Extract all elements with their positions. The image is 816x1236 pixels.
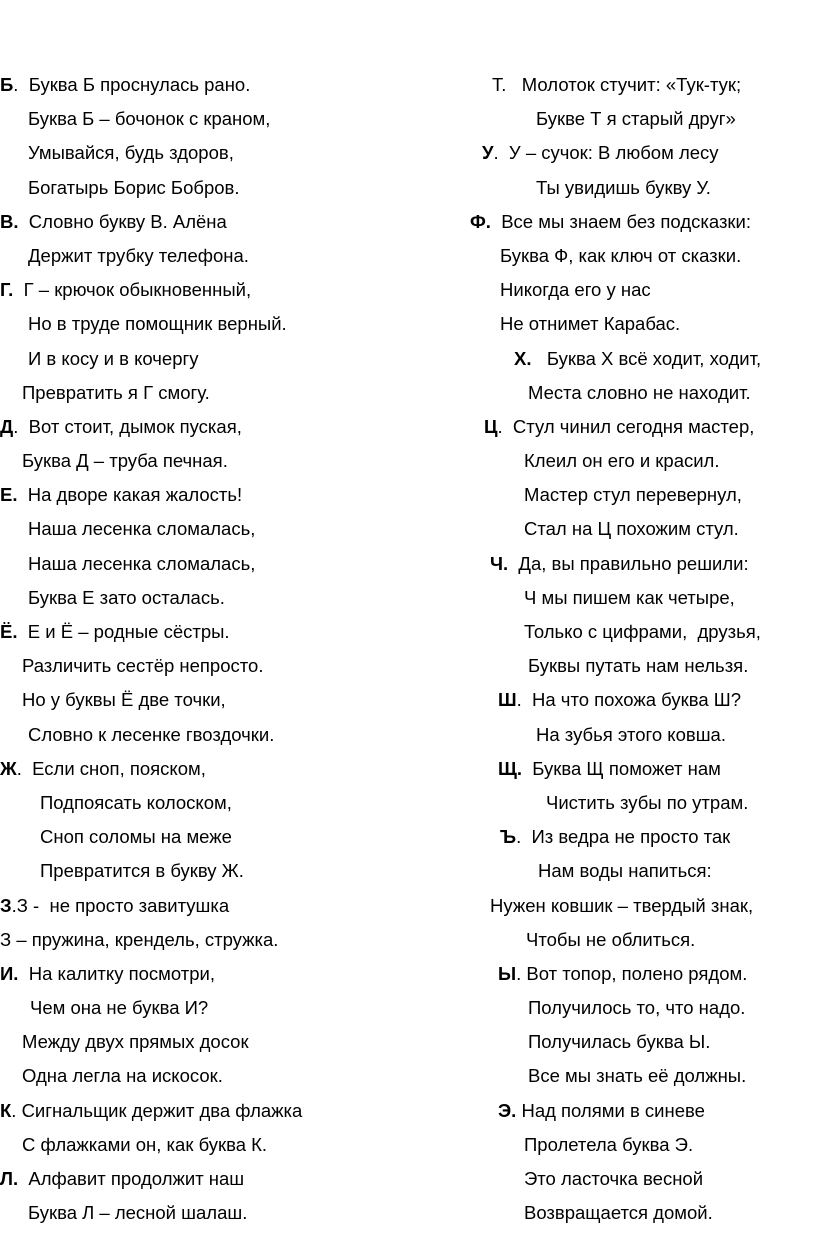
poem-line [0, 376, 420, 410]
poem-line-text: Буква Л – лесной шалаш. [28, 1202, 248, 1224]
letter-heading: У [482, 142, 494, 164]
poem-line [470, 718, 816, 752]
poem-line-text: Буква Б – бочонок с краном, [28, 108, 271, 130]
letter-heading: В. [0, 210, 19, 232]
letter-heading: Г. [0, 279, 14, 301]
poem-line-text: Наша лесенка сломалась, [28, 518, 256, 540]
poem-line [0, 102, 420, 136]
poem-line-text: Получилась буква Ы. [528, 1031, 711, 1053]
poem-line-text: . Из ведра не просто так [516, 826, 731, 848]
poem-line [0, 889, 420, 923]
poem-line [470, 136, 816, 170]
poem-line-text: Но в труде помощник верный. [28, 313, 287, 335]
poem-line-text: Но у буквы Ё две точки, [22, 689, 226, 711]
letter-heading: К [0, 1099, 12, 1121]
poem-line-text: Никогда его у нас [500, 279, 651, 301]
poem-line [470, 512, 816, 546]
poem-line [470, 752, 816, 786]
poem-line [470, 991, 816, 1025]
letter-heading: Ъ [500, 826, 517, 848]
poem-line-text: Ты увидишь букву У. [536, 176, 711, 198]
poem-line [470, 1128, 816, 1162]
poem-line [0, 512, 420, 546]
poem-line [0, 136, 420, 170]
poem-line-text: Места словно не находит. [528, 381, 751, 403]
poem-line-text: Буква Щ поможет нам [522, 757, 721, 779]
poem-line-text: Чем она не буква И? [30, 997, 209, 1019]
poem-line-text: З – пружина, крендель, стружка. [0, 928, 279, 950]
poem-line-text: Пролетела буква Э. [524, 1133, 694, 1155]
poem-line [470, 820, 816, 854]
poem-line [470, 239, 816, 273]
poem-line [0, 683, 420, 717]
letter-heading: Ц [484, 415, 498, 437]
letter-heading: Б [0, 74, 14, 95]
poem-line [470, 683, 816, 717]
poem-line [470, 923, 816, 957]
poem-line-text: Различить сестёр непросто. [22, 655, 264, 677]
poem-line [470, 957, 816, 991]
poem-line [470, 649, 816, 683]
poem-line-text: Превратится в букву Ж. [40, 860, 244, 882]
poem-line [0, 718, 420, 752]
poem-line-text: На зубья этого ковша. [536, 723, 726, 745]
poem-line-text: Буква Ф, как ключ от сказки. [500, 244, 742, 266]
poem-line-text: Нужен ковшик – твердый знак, [490, 894, 754, 916]
poem-line-text: Богатырь Борис Бобров. [28, 176, 240, 198]
poem-line-text: Е и Ё – родные сёстры. [17, 621, 230, 642]
poem-line [0, 444, 420, 478]
poem-line-text: Т. Молоток стучит: «Тук-тук; [492, 74, 742, 95]
letter-heading: Щ. [498, 757, 522, 779]
poem-line-text: Превратить я Г смогу. [22, 381, 210, 403]
poem-line [470, 68, 816, 102]
poem-line-text: Да, вы правильно решили: [508, 552, 749, 574]
poem-line [470, 615, 816, 649]
poem-line-text: . Буква Б проснулась рано. [13, 74, 251, 95]
poem-line-text: Буквы путать нам нельзя. [528, 655, 749, 677]
poem-line [470, 478, 816, 512]
poem-line [470, 889, 816, 923]
poem-line [0, 342, 420, 376]
poem-line-text: . Сигнальщик держит два флажка [11, 1099, 303, 1121]
poem-line-text: Алфавит продолжит наш [18, 1168, 245, 1189]
poem-line [470, 342, 816, 376]
letter-heading: З [0, 894, 12, 916]
poem-line [0, 1128, 420, 1162]
poem-line-text: Чистить зубы по утрам. [546, 791, 749, 813]
poem-line-text: Это ласточка весной [524, 1168, 704, 1189]
poem-line [470, 307, 816, 341]
poem-line [470, 581, 816, 615]
letter-heading: Э. [498, 1099, 517, 1121]
poem-line-text: Ч мы пишем как четыре, [524, 586, 735, 608]
poem-line-text: Все мы знаем без подсказки: [490, 210, 751, 232]
poem-line [0, 1094, 420, 1128]
poem-line [0, 923, 420, 957]
poem-line [470, 786, 816, 820]
poem-line-text: . Вот топор, полено рядом. [516, 962, 748, 984]
letter-heading: Ж [0, 757, 17, 779]
poem-line [0, 307, 420, 341]
poem-line [0, 239, 420, 273]
poem-line [0, 205, 420, 239]
poem-line [470, 1059, 816, 1093]
poem-line [470, 376, 816, 410]
poem-line-text: Словно букву В. Алёна [18, 210, 227, 232]
poem-line-text: Г – крючок обыкновенный, [13, 279, 252, 301]
poem-line-text: Над полями в синеве [516, 1099, 705, 1121]
poem-line-text: На дворе какая жалость! [17, 484, 243, 506]
poem-line [0, 273, 420, 307]
poem-line [470, 1094, 816, 1128]
poem-line-text: . Вот стоит, дымок пуская, [13, 415, 242, 437]
poem-line-text: Буква Д – труба печная. [22, 450, 228, 472]
poem-line [470, 410, 816, 444]
poem-line [0, 854, 420, 888]
poem-line [470, 547, 816, 581]
right-poem-column [470, 68, 816, 1230]
poem-line [0, 615, 420, 649]
poem-line-text: Буква Е зато осталась. [28, 586, 225, 608]
poem-line [0, 649, 420, 683]
poem-line-text: На калитку посмотри, [18, 962, 215, 984]
poem-line-text: Чтобы не облиться. [526, 928, 696, 950]
poem-line-text: Получилось то, что надо. [528, 997, 746, 1019]
letter-heading: Ы [498, 962, 517, 984]
poem-line-text: Наша лесенка сломалась, [28, 552, 256, 574]
poem-line-text: Возвращается домой. [524, 1202, 713, 1224]
letter-heading: Х. [514, 347, 532, 369]
poem-line-text: . Стул чинил сегодня мастер, [497, 415, 755, 437]
poem-line [470, 444, 816, 478]
poem-line [0, 752, 420, 786]
poem-line [0, 547, 420, 581]
poem-line-text: С флажками он, как буква К. [22, 1133, 268, 1155]
poem-line-text: Умывайся, будь здоров, [28, 142, 234, 164]
poem-line-text: Буква Х всё ходит, ходит, [531, 347, 762, 369]
poem-line-text: Только с цифрами, друзья, [524, 621, 761, 642]
letter-heading: Ё. [0, 621, 18, 642]
left-poem-column [0, 68, 420, 1230]
letter-heading: Д [0, 415, 14, 437]
poem-line [0, 171, 420, 205]
poem-line-text: И в косу и в кочергу [28, 347, 199, 369]
poem-line-text: Мастер стул перевернул, [524, 484, 742, 506]
poem-line-text: Сноп соломы на меже [40, 826, 232, 848]
poem-line [0, 1196, 420, 1230]
poem-line-text: Клеил он его и красил. [524, 450, 720, 472]
poem-line [0, 410, 420, 444]
poem-line-text: Подпоясать колоском, [40, 791, 232, 813]
poem-line-text: . На что похожа буква Ш? [516, 689, 741, 711]
poem-line [0, 68, 420, 102]
letter-heading: И. [0, 962, 19, 984]
poem-line-text: Все мы знать её должны. [528, 1065, 747, 1087]
letter-heading: Л. [0, 1168, 19, 1189]
letter-heading: Ш [498, 689, 517, 711]
letter-heading: Е. [0, 484, 18, 506]
poem-line [470, 273, 816, 307]
poem-line [0, 991, 420, 1025]
poem-line-text: Нам воды напиться: [538, 860, 712, 882]
poem-line [0, 820, 420, 854]
letter-heading: Ч. [490, 552, 509, 574]
poem-line [470, 205, 816, 239]
poem-line [470, 854, 816, 888]
poem-line-text: Одна легла на искосок. [22, 1065, 223, 1087]
poem-line [470, 102, 816, 136]
poem-line-text: Между двух прямых досок [22, 1031, 249, 1053]
poem-line [0, 957, 420, 991]
poem-line [470, 171, 816, 205]
poem-line [0, 478, 420, 512]
poem-line [470, 1162, 816, 1196]
poem-line [0, 1025, 420, 1059]
poem-line-text: Букве Т я старый друг» [536, 108, 736, 130]
poem-line-text: .З - не просто завитушка [11, 894, 230, 916]
poem-line-text: Словно к лесенке гвоздочки. [28, 723, 275, 745]
poem-line [0, 1059, 420, 1093]
poem-line [470, 1025, 816, 1059]
poem-line [0, 1162, 420, 1196]
poem-line-text: Стал на Ц похожим стул. [524, 518, 739, 540]
poem-line-text: Держит трубку телефона. [28, 244, 249, 266]
poem-line [0, 581, 420, 615]
poem-line [0, 786, 420, 820]
poem-line [470, 1196, 816, 1230]
poem-line-text: . Если сноп, пояском, [16, 757, 206, 779]
poem-line-text: . У – сучок: В любом лесу [493, 142, 719, 164]
letter-heading: Ф. [470, 210, 491, 232]
poem-line-text: Не отнимет Карабас. [500, 313, 681, 335]
